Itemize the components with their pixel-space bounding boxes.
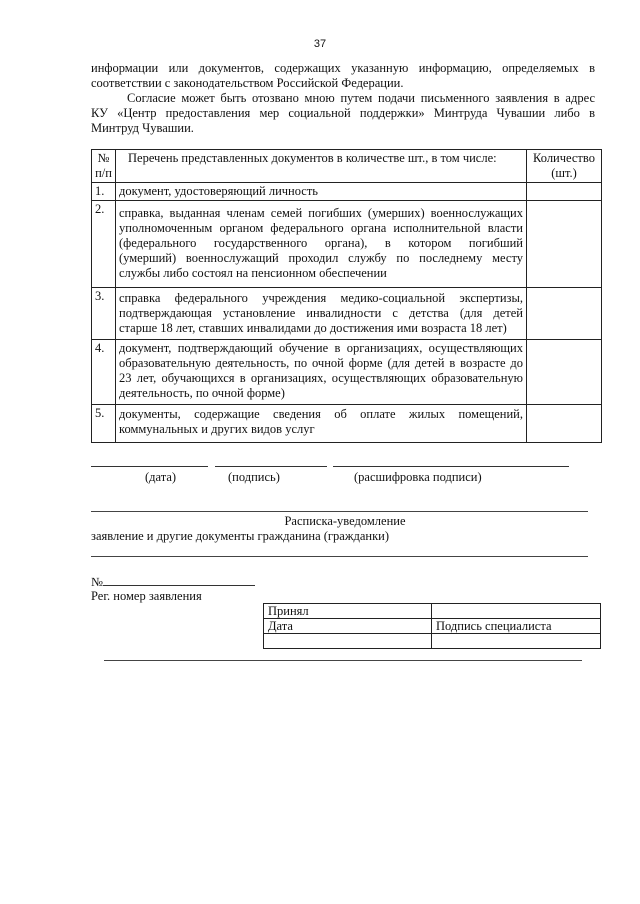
paragraph-consent-continuation	[91, 61, 595, 91]
row-number: 3.	[92, 288, 116, 340]
row-document	[116, 340, 527, 405]
table-row	[92, 405, 602, 443]
registration-number-label: Рег. номер заявления	[91, 589, 202, 603]
divider-line	[104, 660, 582, 661]
receipt-description: заявление и другие документы гражданина (гражданки)	[91, 529, 389, 543]
row-text-line: документ, подтверждающий обучение в организациях, осуществляющих	[119, 341, 523, 355]
table-row	[264, 619, 601, 634]
number-sign: №	[91, 575, 103, 589]
signature-line[interactable]	[215, 466, 327, 467]
text-line: Согласие может быть отозвано мною путем подачи письменного заявления в адрес	[127, 91, 595, 105]
signature-caption: (подпись)	[228, 470, 280, 484]
row-text-line: службы либо состоял на пенсионном обеспечении	[119, 266, 387, 280]
row-document	[116, 183, 527, 201]
row-quantity	[527, 183, 602, 201]
header-document-list: Перечень представленных документов в количестве шт., в том числе:	[116, 150, 527, 183]
row-text-line: коммунальных и других видов услуг	[119, 422, 315, 436]
signature-decode-caption: (расшифровка подписи)	[354, 470, 482, 484]
row-quantity	[527, 340, 602, 405]
row-document	[116, 288, 527, 340]
date-value[interactable]	[264, 634, 432, 649]
divider-line	[91, 511, 588, 512]
table-row	[264, 634, 601, 649]
table-row	[92, 183, 602, 201]
row-number: 4.	[92, 340, 116, 405]
row-text-line: справка федерального учреждения медико-социальной экспертизы,	[119, 291, 523, 305]
row-quantity	[527, 201, 602, 288]
date-signature-line[interactable]	[91, 466, 208, 467]
row-text-line: документы, содержащие сведения об оплате жилых помещений,	[119, 407, 523, 421]
table-row	[264, 604, 601, 619]
row-text-line: подтверждающая установление инвалидности с детства (для детей	[119, 306, 523, 320]
row-text-line: 23 лет, обучающихся в организациях, осуществляющих образовательную	[119, 371, 523, 385]
signature-decode-line[interactable]	[333, 466, 569, 467]
specialist-signature-value[interactable]	[432, 634, 601, 649]
header-quantity	[527, 150, 602, 183]
header-number-line2: п/п	[95, 166, 112, 180]
row-quantity	[527, 288, 602, 340]
specialist-signature-label: Подпись специалиста	[432, 619, 601, 634]
header-number	[92, 150, 116, 183]
row-number: 2.	[92, 201, 116, 288]
accepted-label: Принял	[264, 604, 432, 619]
divider-line	[91, 556, 588, 557]
row-text-line: (умерший) военнослужащий проходил службу по последнему месту	[119, 251, 523, 265]
row-number: 1.	[92, 183, 116, 201]
accepted-value[interactable]	[432, 604, 601, 619]
row-text-line: образовательную деятельность, по очной форме (для детей в возрасте до	[119, 356, 523, 370]
paragraph-consent-revocation	[91, 91, 595, 136]
header-quantity-line1: Количество	[533, 151, 595, 165]
date-label: Дата	[264, 619, 432, 634]
date-caption: (дата)	[145, 470, 177, 484]
text-line: соответствии с законодательством Российской Федерации.	[91, 76, 404, 90]
text-line: КУ «Центр предоставления мер социальной поддержки» Минтруда Чувашии либо в	[91, 106, 595, 120]
row-text-line: документ, удостоверяющий личность	[119, 184, 319, 198]
row-text-line: старше 18 лет, ставших инвалидами до достижения ими возраста 18 лет)	[119, 321, 507, 335]
row-document	[116, 201, 527, 288]
header-number-line1: №	[97, 151, 110, 165]
table-header-row	[92, 150, 602, 183]
receipt-title: Расписка-уведомление	[284, 514, 406, 528]
number-underline[interactable]	[103, 573, 255, 586]
receipt-number-field[interactable]	[91, 573, 255, 590]
acceptance-table	[263, 603, 601, 649]
text-line: информации или документов, содержащих указанную информацию, определяемых в	[91, 61, 595, 75]
row-text-line: справка, выданная членам семей погибших (умерших) военнослужащих	[119, 206, 523, 220]
table-row	[92, 288, 602, 340]
documents-table	[91, 149, 602, 443]
page-number: 37	[313, 38, 327, 50]
header-quantity-line2: (шт.)	[551, 166, 577, 180]
row-text-line: уполномоченным органом федерального органа исполнительной власти	[119, 221, 523, 235]
row-number: 5.	[92, 405, 116, 443]
row-text-line: (федерального государственного органа), в котором погибший	[119, 236, 523, 250]
table-row	[92, 201, 602, 288]
text-line: Минтруд Чувашии.	[91, 121, 194, 135]
table-row	[92, 340, 602, 405]
row-text-line: деятельность, по очной форме)	[119, 386, 285, 400]
row-document	[116, 405, 527, 443]
row-quantity	[527, 405, 602, 443]
